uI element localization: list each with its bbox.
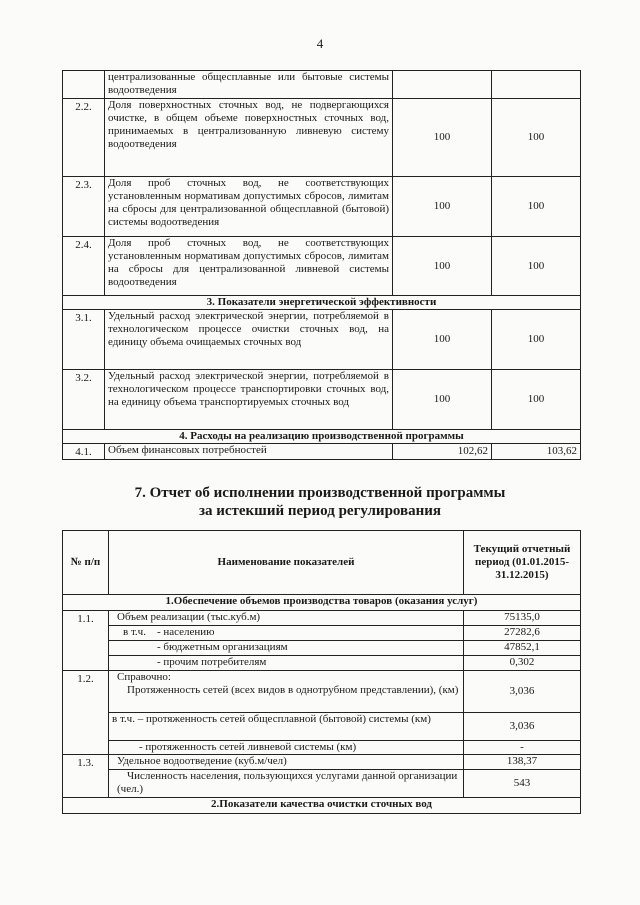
table-row	[63, 611, 581, 626]
header-num: № п/п	[63, 531, 109, 595]
row-description: - бюджетным организациям	[109, 641, 464, 656]
row-value-plan	[393, 71, 492, 99]
row-value-fact	[492, 71, 581, 99]
row-number: 3.2.	[63, 370, 105, 430]
table-row	[63, 237, 581, 296]
table-row	[63, 177, 581, 237]
row-value-fact: 100	[492, 370, 581, 430]
row-value: 138,37	[464, 755, 581, 770]
section-header-row	[63, 430, 581, 444]
section-title: 1.Обеспечение объемов производства товаров (оказания услуг)	[63, 595, 581, 611]
row-number: 3.1.	[63, 310, 105, 370]
row-description: Удельный расход электрической энергии, потребляемой в технологическом процессе транспортировки сточных вод, на единицу объема транспортируемых сточных вод	[105, 370, 393, 430]
row-value: 3,036	[464, 671, 581, 713]
section-heading	[0, 484, 640, 520]
table-row	[63, 370, 581, 430]
row-subdescription: - населению	[156, 626, 215, 638]
row-value-plan: 100	[393, 370, 492, 430]
row-description: Объем финансовых потребностей	[105, 444, 393, 460]
row-value: 75135,0	[464, 611, 581, 626]
report-table	[62, 530, 581, 814]
row-number: 2.3.	[63, 177, 105, 237]
row-number: 2.2.	[63, 99, 105, 177]
row-value-plan: 102,62	[393, 444, 492, 460]
row-description: Удельное водоотведение (куб.м/чел)	[109, 755, 464, 770]
table-row	[63, 755, 581, 770]
table-row	[63, 99, 581, 177]
row-number	[63, 71, 105, 99]
row-value: 543	[464, 770, 581, 798]
row-description: в т.ч. – протяженность сетей общесплавной (бытовой) системы (км)	[109, 713, 464, 741]
row-value-fact: 100	[492, 177, 581, 237]
row-value-fact: 100	[492, 310, 581, 370]
row-value-plan: 100	[393, 310, 492, 370]
row-value: 27282,6	[464, 626, 581, 641]
row-number: 1.3.	[63, 755, 109, 798]
section-header-row	[63, 296, 581, 310]
section-header-row	[63, 798, 581, 814]
row-description: Объем реализации (тыс.куб.м)	[109, 611, 464, 626]
section-title: 2.Показатели качества очистки сточных вод	[63, 798, 581, 814]
row-number: 4.1.	[63, 444, 105, 460]
section-header-row	[63, 595, 581, 611]
row-value: -	[464, 741, 581, 755]
row-value: 3,036	[464, 713, 581, 741]
header-period: Текущий отчетный период (01.01.2015-31.12.2015)	[464, 531, 581, 595]
row-description: Доля проб сточных вод, не соответствующих установленным нормативам допустимых сбросов, лимитам на сбросы для централизованной общесплавной (бытовой) системы водоотведения	[105, 177, 393, 237]
table-row	[63, 310, 581, 370]
row-number: 1.2.	[63, 671, 109, 755]
row-subdescription: Протяженность сетей (всех видов в однотрубном представлении), (км)	[127, 684, 459, 696]
header-name: Наименование показателей	[109, 531, 464, 595]
row-value: 47852,1	[464, 641, 581, 656]
row-prefix: в т.ч.	[123, 626, 146, 638]
section-title: 3. Показатели энергетической эффективности	[63, 296, 581, 310]
row-value-fact: 100	[492, 237, 581, 296]
row-description: - протяженность сетей ливневой системы (км)	[109, 741, 464, 755]
page-number: 4	[316, 36, 324, 51]
row-value-fact: 100	[492, 99, 581, 177]
row-value-plan: 100	[393, 237, 492, 296]
indicators-table	[62, 70, 581, 460]
row-description: Доля поверхностных сточных вод, не подвергающихся очистке, в общем объеме поверхностных сточных вод, принимаемых в централизованную ливневую систему водоотведения	[105, 99, 393, 177]
table-row	[63, 741, 581, 755]
section-title: 4. Расходы на реализацию производственной программы	[63, 430, 581, 444]
row-description	[109, 626, 464, 641]
row-description: - прочим потребителям	[109, 656, 464, 671]
row-label: Справочно:	[117, 671, 171, 683]
row-value-plan: 100	[393, 99, 492, 177]
row-value: 0,302	[464, 656, 581, 671]
table-row	[63, 444, 581, 460]
table-row	[63, 656, 581, 671]
row-value-fact: 103,62	[492, 444, 581, 460]
row-value-plan: 100	[393, 177, 492, 237]
table-row	[63, 626, 581, 641]
table-row	[63, 641, 581, 656]
row-number: 1.1.	[63, 611, 109, 671]
row-description: Доля проб сточных вод, не соответствующих установленным нормативам допустимых сбросов, лимитам на сбросы для централизованной ливневой системы водоотведения	[105, 237, 393, 296]
heading-line-1: 7. Отчет об исполнении производственной программы	[134, 485, 506, 501]
header-row	[63, 531, 581, 595]
row-description: централизованные общесплавные или бытовые системы водоотведения	[105, 71, 393, 99]
table-row	[63, 770, 581, 798]
row-description: Численность населения, пользующихся услугами данной организации (чел.)	[109, 770, 464, 798]
table-row	[63, 671, 581, 713]
table-row	[63, 713, 581, 741]
heading-line-2: за истекший период регулирования	[198, 503, 442, 519]
row-number: 2.4.	[63, 237, 105, 296]
table-row	[63, 71, 581, 99]
row-description	[109, 671, 464, 713]
row-description: Удельный расход электрической энергии, потребляемой в технологическом процессе очистки сточных вод, на единицу объема очищаемых сточных вод	[105, 310, 393, 370]
